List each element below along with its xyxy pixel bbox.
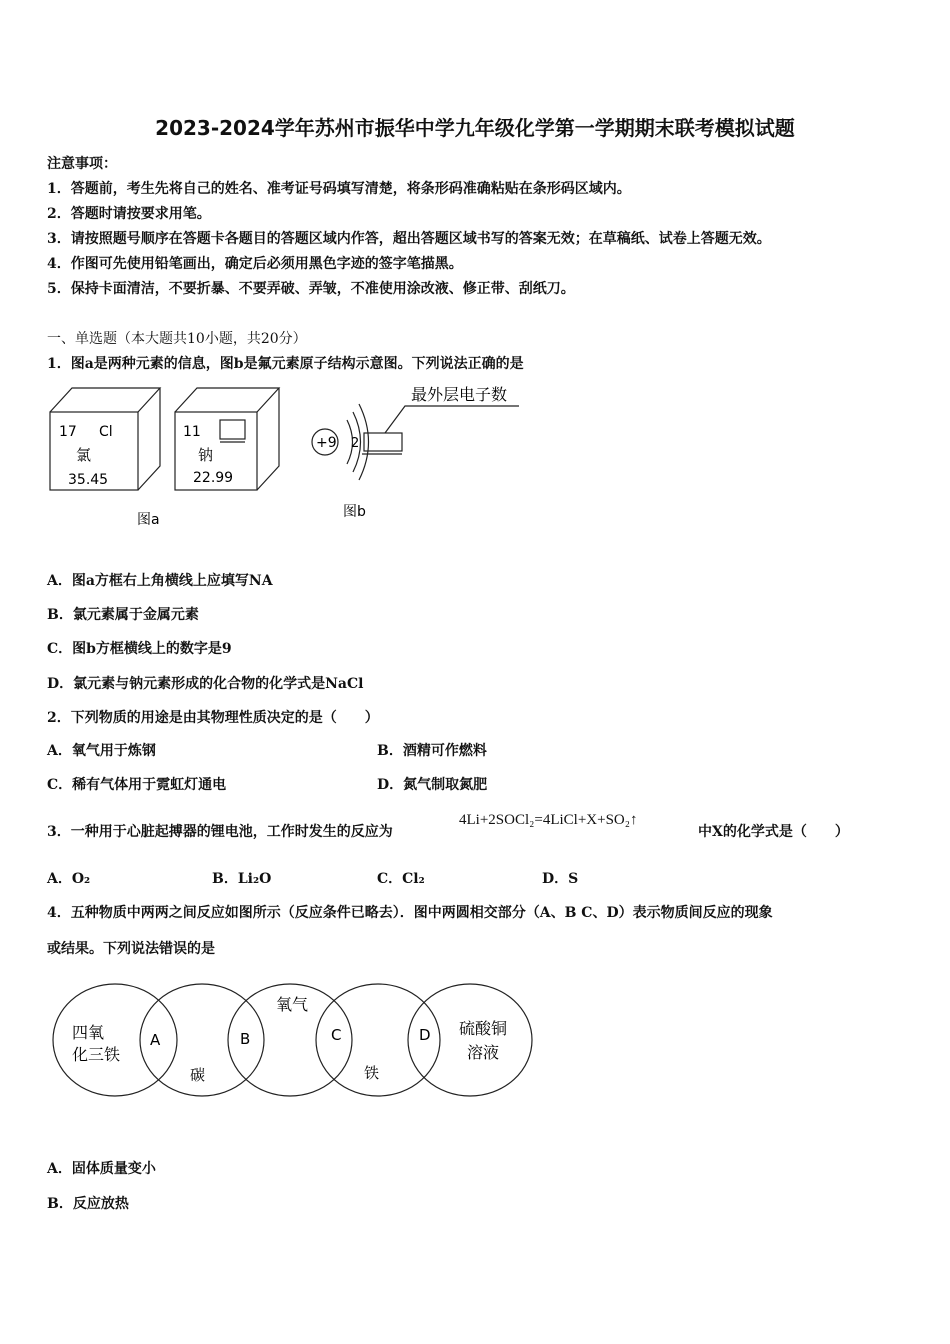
circle-iron: 铁 [364, 1064, 380, 1082]
nucleus-charge: +9 [316, 435, 337, 451]
q3-stem-tail: 中X的化学式是（ ） [698, 824, 849, 840]
circle-oxygen: 氧气 [276, 995, 309, 1014]
notice-item: 3．请按照题号顺序在答题卡各题目的答题区域内作答，超出答题区域书写的答案无效；在草稿纸、试卷上答题无效。 [47, 231, 771, 247]
q1-option-d[interactable]: D．氯元素与钠元素形成的化合物的化学式是NaCl [47, 676, 364, 692]
circle-carbon: 碳 [190, 1066, 206, 1084]
intersection-c: C [331, 1026, 342, 1044]
cl-atomic-number: 17 [59, 424, 77, 440]
circle-cuso4-line1: 硫酸铜 [459, 1019, 508, 1038]
q1-option-a[interactable]: A．图a方框右上角横线上应填写NA [47, 573, 273, 589]
intersection-a: A [150, 1031, 161, 1049]
na-mass: 22.99 [193, 470, 234, 486]
q1-option-b[interactable]: B．氯元素属于金属元素 [47, 607, 199, 623]
figure-b-label: 图b [343, 504, 366, 520]
q1-option-c[interactable]: C．图b方框横线上的数字是9 [47, 641, 232, 657]
circle-fe3o4-line1: 四氧 [72, 1023, 105, 1042]
q1-figure [40, 378, 540, 538]
notice-item: 2．答题时请按要求用笔。 [47, 206, 211, 222]
q2-option-d[interactable]: D．氮气制取氮肥 [377, 777, 488, 793]
q1-stem: 1．图a是两种元素的信息，图b是氟元素原子结构示意图。下列说法正确的是 [47, 356, 524, 372]
notice-heading: 注意事项： [47, 156, 117, 172]
inner-shell-electrons: 2 [351, 436, 360, 451]
page-title: 2023-2024学年苏州市振华中学九年级化学第一学期期末联考模拟试题 [155, 116, 795, 140]
q2-option-a[interactable]: A．氧气用于炼钢 [47, 743, 156, 759]
notice-item: 1．答题前，考生先将自己的姓名、准考证号码填写清楚，将条形码准确粘贴在条形码区域内。 [47, 181, 631, 197]
q4-stem: 4．五种物质中两两之间反应如图所示（反应条件已略去）．图中两圆相交部分（A、B C、D）表示物质间反应的现象 [47, 905, 773, 921]
section-heading: 一、单选题（本大题共10小题，共20分） [47, 331, 307, 347]
q2-stem: 2．下列物质的用途是由其物理性质决定的是（ ） [47, 710, 379, 726]
q3-option-c[interactable]: C．Cl₂ [377, 871, 425, 887]
figure-a-label: 图a [137, 512, 160, 528]
q2-option-b[interactable]: B．酒精可作燃料 [377, 743, 487, 759]
outer-electron-callout: 最外层电子数 [411, 385, 508, 404]
notice-item: 4．作图可先使用铅笔画出，确定后必须用黑色字迹的签字笔描黑。 [47, 256, 463, 272]
q4-option-b[interactable]: B．反应放热 [47, 1196, 129, 1212]
q3-stem: 3．一种用于心脏起搏器的锂电池，工作时发生的反应为 [47, 824, 393, 840]
cl-symbol: Cl [99, 424, 113, 440]
circle-cuso4-line2: 溶液 [467, 1043, 500, 1062]
intersection-b: B [240, 1030, 251, 1048]
notice-item: 5．保持卡面清洁，不要折暴、不要弄破、弄皱，不准使用涂改液、修正带、刮纸刀。 [47, 281, 575, 297]
q2-option-c[interactable]: C．稀有气体用于霓虹灯通电 [47, 777, 227, 793]
q3-option-d[interactable]: D．S [542, 871, 579, 887]
q3-option-a[interactable]: A．O₂ [47, 871, 91, 887]
q3-option-b[interactable]: B．Li₂O [212, 871, 272, 887]
cl-mass: 35.45 [68, 472, 109, 488]
cl-name: 氯 [76, 446, 92, 464]
q4-option-a[interactable]: A．固体质量变小 [47, 1161, 156, 1177]
na-atomic-number: 11 [183, 424, 201, 440]
circle-fe3o4-line2: 化三铁 [72, 1045, 121, 1064]
q4-figure [50, 978, 550, 1108]
na-name: 钠 [198, 446, 214, 464]
q3-equation: 4Li+2SOCl₂=4LiCl+X+SO₂↑ [459, 812, 638, 828]
q4-stem-continued: 或结果。下列说法错误的是 [47, 941, 215, 957]
intersection-d: D [419, 1026, 431, 1044]
